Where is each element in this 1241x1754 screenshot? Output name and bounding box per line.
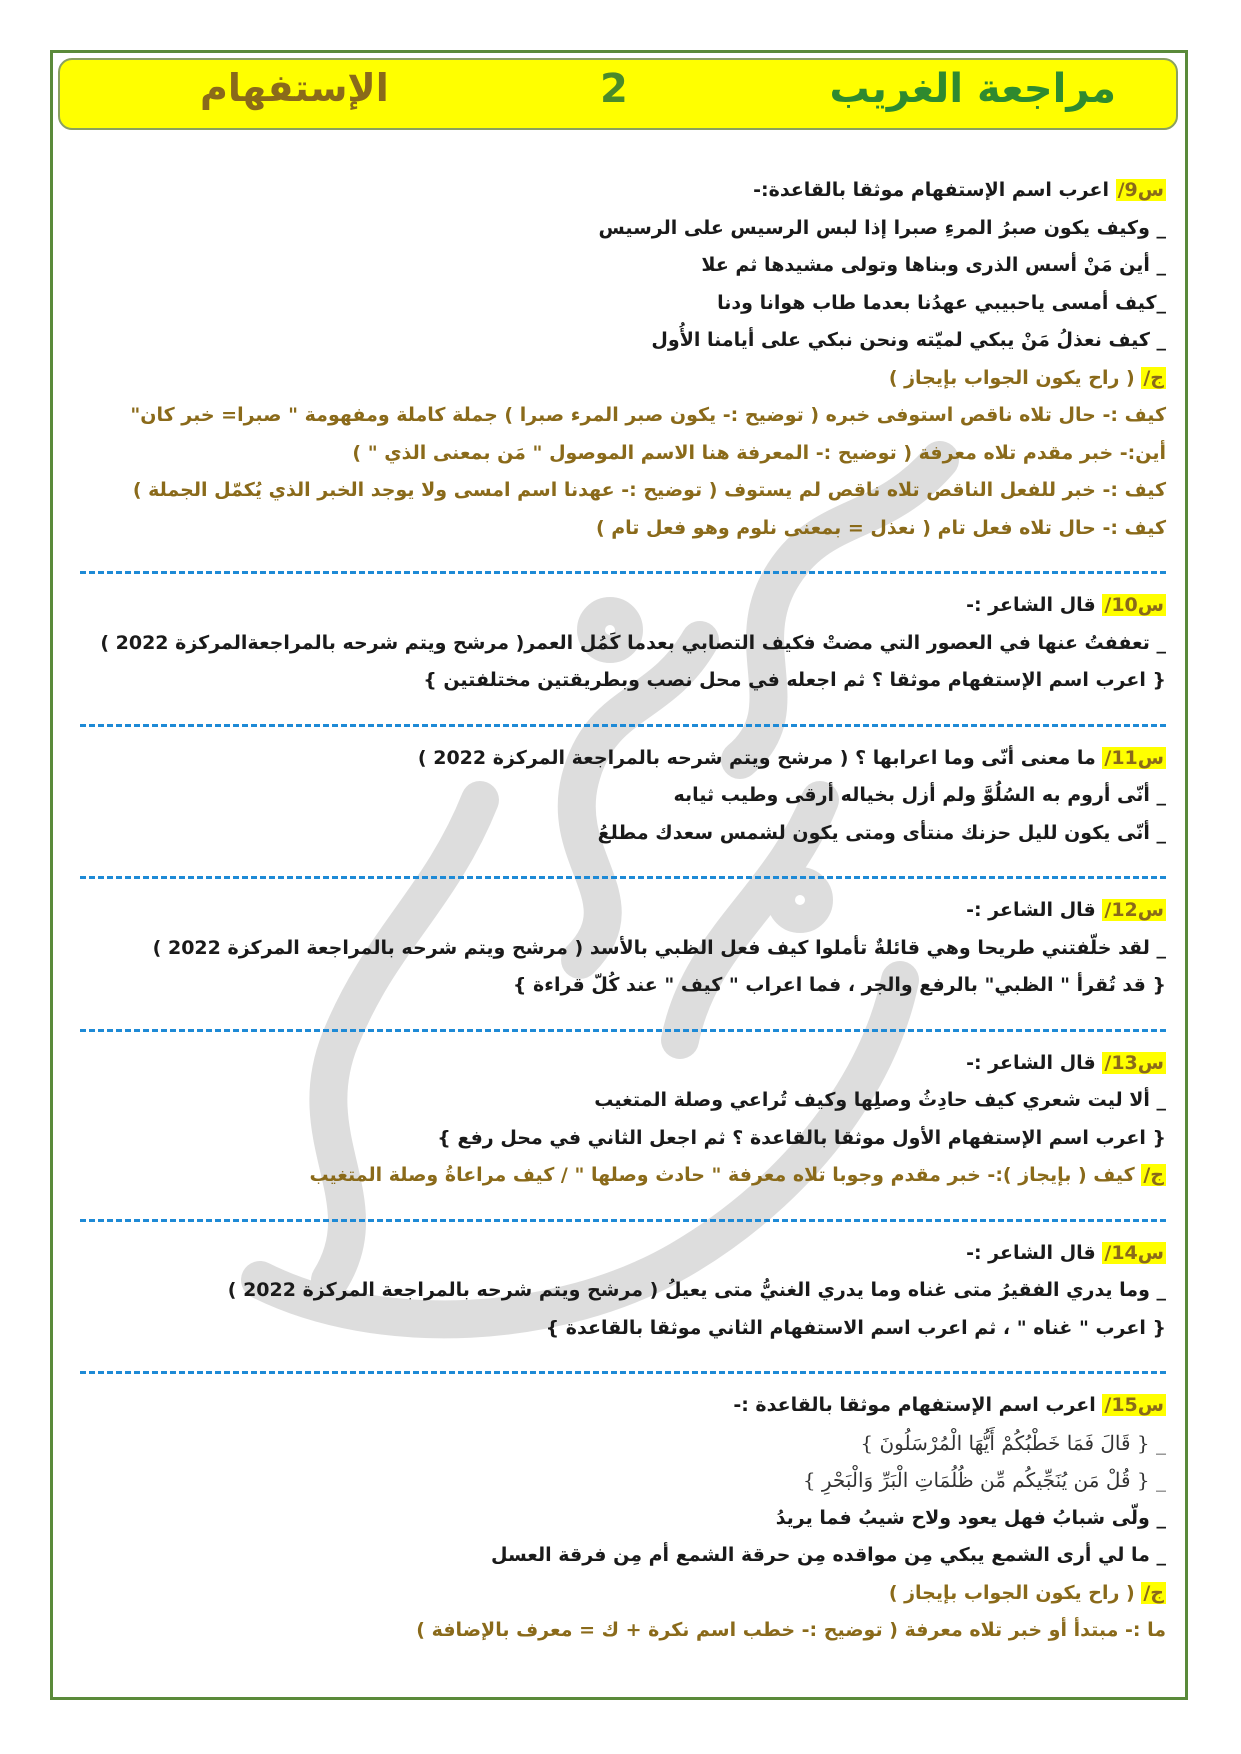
question-heading: [80, 740, 1166, 778]
poem-line: _ ما لي أرى الشمع يبكي مِن مواقده مِن حرقة الشمع أم مِن فرقة العسل: [491, 1544, 1166, 1566]
question-text: ما معنى أنّى وما اعرابها ؟ ( مرشح ويتم شرحه بالمراجعة المركزة 2022 ): [417, 746, 1103, 769]
question-heading: [80, 892, 1166, 930]
question-number-tag: س13/: [1104, 1051, 1164, 1074]
question-text: قال الشاعر :-: [966, 899, 1103, 921]
answer-detail-line: كيف :- حال تلاه فعل تام ( نعذل = بمعنى نلوم وهو فعل تام ): [595, 516, 1166, 539]
question-number-tag: س9/: [1117, 179, 1164, 201]
dashed-separator: [80, 551, 1166, 574]
dashed-separator: [80, 1199, 1166, 1222]
answer-detail-line: كيف :- حال تلاه ناقص استوفى خبره ( توضيح :- يكون صبر المرء صبرا ) جملة كاملة ومفهومة " صبرا= خبر كان": [130, 404, 1166, 426]
quran-verse-line: _ { قُلْ مَن يُنَجِّيكُم مِّن ظُلُمَاتِ الْبَرِّ وَالْبَحْرِ }: [802, 1468, 1166, 1492]
dashed-separator: [80, 1009, 1166, 1032]
question-text: قال الشاعر :-: [966, 1051, 1103, 1074]
question-text: قال الشاعر :-: [966, 594, 1103, 616]
question-number-tag: س11/: [1104, 746, 1164, 769]
worksheet-content: [80, 172, 1166, 1650]
answer-line: [80, 360, 1166, 398]
answer-tag: ج/: [1143, 1581, 1164, 1604]
question-heading: [80, 172, 1166, 210]
question-number-tag: س10/: [1104, 594, 1164, 616]
poem-line: _ كيف نعذلُ مَنْ يبكي لميّته ونحن نبكي على أيامنا الأُول: [651, 329, 1166, 351]
dashed-separator: [80, 704, 1166, 727]
question-number-tag: س15/: [1104, 1394, 1164, 1416]
answer-text: ( راح يكون الجواب بإيجاز ): [888, 366, 1142, 389]
header-topic: الإستفهام: [200, 66, 389, 110]
question-text: قال الشاعر :-: [966, 1241, 1103, 1264]
question-text: اعرب اسم الإستفهام موثقا بالقاعدة :-: [733, 1394, 1103, 1416]
answer-detail-line: أين:- خبر مقدم تلاه معرفة ( توضيح :- المعرفة هنا الاسم الموصول " مَن بمعنى الذي " ): [352, 441, 1166, 464]
poem-line: _ ولّى شبابُ فهل يعود ولاح شيبُ فما يريدُ: [775, 1506, 1166, 1529]
question-heading: [80, 1045, 1166, 1083]
poem-line: _ أين مَنْ أسس الذرى وبناها وتولى مشيدها ثم علا: [701, 254, 1166, 276]
poem-line: { اعرب اسم الإستفهام موثقا ؟ ثم اجعله في محل نصب وبطريقتين مختلفتين }: [423, 669, 1166, 691]
poem-line: { قد تُقرأ " الظبي" بالرفع والجر ، فما اعراب " كيف " عند كُلّ قراءة }: [512, 974, 1166, 996]
answer-text: كيف ( بإيجاز ):- خبر مقدم وجوبا تلاه معرفة " حادث وصلها " / كيف مراعاةُ وصلة المتغيب: [309, 1164, 1142, 1186]
poem-line: _ تعففتُ عنها في العصور التي مضتْ فكيف التصابي بعدما كَمُل العمر( مرشح ويتم شرحه بالمراجعةالمركزة 2022 ): [100, 631, 1166, 654]
question-number-tag: س14/: [1104, 1241, 1164, 1264]
poem-line: _كيف أمسى ياحبيبي عهدُنا بعدما طاب هوانا ودنا: [717, 291, 1166, 314]
dashed-separator: [80, 1351, 1166, 1374]
answer-text: ( راح يكون الجواب بإيجاز ): [888, 1581, 1142, 1604]
header-number: 2: [600, 66, 628, 112]
question-text: اعرب اسم الإستفهام موثقا بالقاعدة:-: [753, 179, 1116, 201]
quran-verse-line: _ { قَالَ فَمَا خَطْبُكُمْ أَيُّهَا الْمُرْسَلُونَ }: [860, 1430, 1166, 1455]
poem-line: { اعرب " غناه " ، ثم اعرب اسم الاستفهام الثاني موثقا بالقاعدة }: [545, 1316, 1166, 1339]
answer-detail-line: ما :- مبتدأ أو خبر تلاه معرفة ( توضيح :- خطب اسم نكرة + ك = معرف بالإضافة ): [416, 1619, 1166, 1641]
poem-line: _ أنّى يكون لليل حزنك منتأى ومتى يكون لشمس سعدك مطلعُ: [597, 821, 1166, 844]
poem-line: { اعرب اسم الإستفهام الأول موثقا بالقاعدة ؟ ثم اجعل الثاني في محل رفع }: [437, 1126, 1166, 1149]
header-title: مراجعة الغريب: [829, 66, 1116, 112]
answer-detail-line: كيف :- خبر للفعل الناقص تلاه ناقص لم يستوف ( توضيح :- عهدنا اسم امسى ولا يوجد الخبر الذي يُكمّل الجملة ): [132, 479, 1166, 501]
poem-line: _ ألا ليت شعري كيف حادِثُ وصلِها وكيف تُراعي وصلة المتغيب: [594, 1089, 1166, 1111]
answer-tag: ج/: [1143, 366, 1164, 389]
answer-line: [80, 1157, 1166, 1195]
poem-line: _ أنّى أروم به السُلُوَّ ولم أزل بخياله أرقى وطيب ثيابه: [673, 784, 1166, 806]
poem-line: _ وكيف يكون صبرُ المرءِ صبرا إذا لبس الرسيس على الرسيس: [598, 216, 1166, 239]
question-heading: [80, 1387, 1166, 1425]
header-banner: [58, 58, 1178, 130]
question-heading: [80, 1235, 1166, 1273]
poem-line: _ وما يدري الفقيرُ متى غناه وما يدري الغنيُّ متى يعيلُ ( مرشح ويتم شرحه بالمراجعة المركزة 2022 ): [227, 1279, 1166, 1301]
poem-line: _ لقد خلّفتني طريحا وهي قائلةٌ تأملوا كيف فعل الظبي بالأسد ( مرشح ويتم شرحه بالمراجعة المركزة 2022 ): [152, 936, 1166, 959]
question-number-tag: س12/: [1104, 899, 1164, 921]
dashed-separator: [80, 856, 1166, 879]
answer-tag: ج/: [1143, 1164, 1164, 1186]
answer-line: [80, 1575, 1166, 1613]
question-heading: [80, 587, 1166, 625]
